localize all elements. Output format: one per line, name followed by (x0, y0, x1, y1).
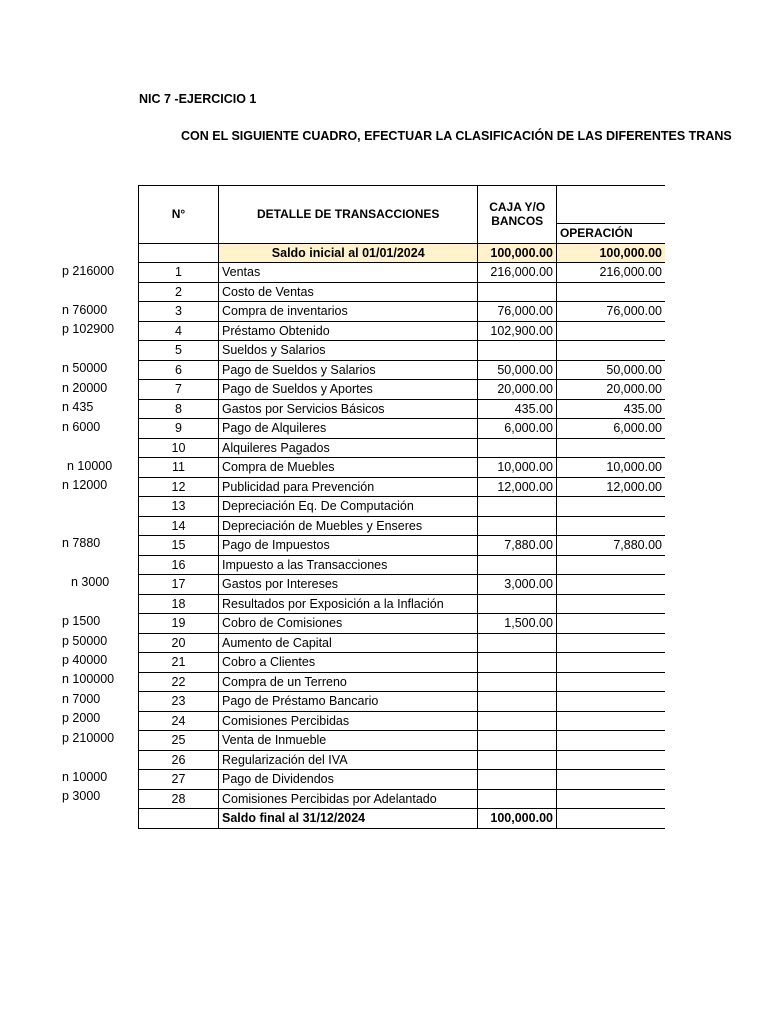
row-detail: Resultados por Exposición a la Inflación (219, 594, 478, 614)
side-note: n 7880 (62, 536, 101, 551)
header-num: N° (139, 186, 219, 244)
row-operation (556, 497, 665, 517)
row-num: 11 (139, 458, 219, 478)
table-row (139, 614, 666, 634)
row-num: 20 (139, 633, 219, 653)
row-num: 10 (139, 438, 219, 458)
row-cash (478, 341, 557, 361)
row-cash: 3,000.00 (478, 575, 557, 595)
table-row (139, 536, 666, 556)
row-num: 17 (139, 575, 219, 595)
row-detail: Cobro de Comisiones (219, 614, 478, 634)
row-detail: Publicidad para Prevención (219, 477, 478, 497)
row-cash: 50,000.00 (478, 360, 557, 380)
row-detail: Aumento de Capital (219, 633, 478, 653)
row-operation: 10,000.00 (556, 458, 665, 478)
row-num: 4 (139, 321, 219, 341)
row-cash: 12,000.00 (478, 477, 557, 497)
table-row (139, 750, 666, 770)
closing-cash: 100,000.00 (478, 809, 557, 829)
row-num: 27 (139, 770, 219, 790)
row-operation (556, 575, 665, 595)
row-detail: Regularización del IVA (219, 750, 478, 770)
table-row (139, 263, 666, 283)
row-detail: Compra de inventarios (219, 302, 478, 322)
closing-label: Saldo final al 31/12/2024 (219, 809, 478, 829)
row-operation (556, 555, 665, 575)
row-operation: 435.00 (556, 399, 665, 419)
side-note: p 50000 (62, 633, 108, 648)
row-cash (478, 731, 557, 751)
side-note: p 3000 (62, 789, 101, 804)
row-operation: 6,000.00 (556, 419, 665, 439)
row-num: 5 (139, 341, 219, 361)
header-operation: OPERACIÓN (556, 224, 665, 244)
row-operation: 7,880.00 (556, 536, 665, 556)
row-cash (478, 770, 557, 790)
row-cash (478, 497, 557, 517)
side-note: n 435 (62, 400, 94, 415)
row-operation (556, 653, 665, 673)
row-num: 6 (139, 360, 219, 380)
header-row-top (139, 186, 666, 224)
header-blank (556, 186, 665, 224)
table-row (139, 477, 666, 497)
page-title: NIC 7 -EJERCICIO 1 (139, 92, 257, 106)
table-row (139, 594, 666, 614)
table-row (139, 731, 666, 751)
transactions-table (138, 185, 665, 829)
row-operation (556, 770, 665, 790)
row-detail: Cobro a Clientes (219, 653, 478, 673)
side-note: p 40000 (62, 653, 108, 667)
table-row (139, 497, 666, 517)
row-cash (478, 594, 557, 614)
header-cash: CAJA Y/O BANCOS (478, 186, 557, 244)
row-cash (478, 282, 557, 302)
side-note: n 100000 (62, 672, 115, 687)
table-row (139, 692, 666, 712)
row-num: 7 (139, 380, 219, 400)
row-cash: 20,000.00 (478, 380, 557, 400)
table-row (139, 321, 666, 341)
table-row (139, 360, 666, 380)
row-num: 1 (139, 263, 219, 283)
closing-num (139, 809, 219, 829)
row-num: 3 (139, 302, 219, 322)
row-cash (478, 789, 557, 809)
side-note: n 50000 (62, 361, 108, 376)
row-cash (478, 692, 557, 712)
side-note: n 6000 (62, 419, 101, 434)
row-operation: 12,000.00 (556, 477, 665, 497)
row-cash (478, 633, 557, 653)
opening-balance-row (139, 243, 666, 263)
row-cash: 10,000.00 (478, 458, 557, 478)
side-note: n 12000 (62, 477, 108, 492)
row-detail: Pago de Préstamo Bancario (219, 692, 478, 712)
row-detail: Pago de Dividendos (219, 770, 478, 790)
row-operation (556, 789, 665, 809)
row-num: 22 (139, 672, 219, 692)
row-operation: 76,000.00 (556, 302, 665, 322)
row-num: 25 (139, 731, 219, 751)
row-detail: Compra de un Terreno (219, 672, 478, 692)
table-row (139, 399, 666, 419)
table-row (139, 438, 666, 458)
table-row (139, 711, 666, 731)
row-detail: Comisiones Percibidas (219, 711, 478, 731)
row-detail: Costo de Ventas (219, 282, 478, 302)
table-row (139, 341, 666, 361)
row-num: 18 (139, 594, 219, 614)
row-num: 21 (139, 653, 219, 673)
row-detail: Pago de Sueldos y Aportes (219, 380, 478, 400)
row-operation: 20,000.00 (556, 380, 665, 400)
row-cash (478, 711, 557, 731)
row-detail: Impuesto a las Transacciones (219, 555, 478, 575)
row-operation (556, 516, 665, 536)
table-row (139, 633, 666, 653)
row-num: 26 (139, 750, 219, 770)
table-row (139, 789, 666, 809)
row-num: 14 (139, 516, 219, 536)
row-cash (478, 516, 557, 536)
row-detail: Pago de Alquileres (219, 419, 478, 439)
row-operation (556, 672, 665, 692)
row-num: 28 (139, 789, 219, 809)
side-note: p 102900 (62, 322, 115, 337)
table-row (139, 575, 666, 595)
row-num: 13 (139, 497, 219, 517)
side-note: n 7000 (62, 691, 101, 706)
row-cash: 7,880.00 (478, 536, 557, 556)
table-row (139, 770, 666, 790)
row-operation (556, 633, 665, 653)
row-cash: 216,000.00 (478, 263, 557, 283)
side-note: n 76000 (62, 302, 108, 317)
row-operation: 50,000.00 (556, 360, 665, 380)
instructions-heading: CON EL SIGUIENTE CUADRO, EFECTUAR LA CLASIFICACIÓN DE LAS DIFERENTES TRANS (181, 129, 732, 143)
row-detail: Depreciación Eq. De Computación (219, 497, 478, 517)
row-operation (556, 731, 665, 751)
opening-cash: 100,000.00 (478, 243, 557, 263)
row-detail: Gastos por Servicios Básicos (219, 399, 478, 419)
side-note: p 1500 (62, 614, 101, 629)
row-cash (478, 555, 557, 575)
row-num: 19 (139, 614, 219, 634)
row-operation (556, 321, 665, 341)
row-num: 9 (139, 419, 219, 439)
header-detail: DETALLE DE TRANSACCIONES (219, 186, 478, 244)
row-cash: 435.00 (478, 399, 557, 419)
table-row (139, 282, 666, 302)
row-detail: Ventas (219, 263, 478, 283)
table-row (139, 555, 666, 575)
row-operation (556, 711, 665, 731)
side-note: n 10000 (62, 769, 108, 784)
row-operation (556, 692, 665, 712)
row-operation: 216,000.00 (556, 263, 665, 283)
table-row (139, 672, 666, 692)
row-num: 2 (139, 282, 219, 302)
row-operation (556, 282, 665, 302)
row-cash (478, 750, 557, 770)
table-row (139, 516, 666, 536)
row-num: 12 (139, 477, 219, 497)
row-cash: 6,000.00 (478, 419, 557, 439)
row-num: 8 (139, 399, 219, 419)
side-note: n 3000 (71, 575, 110, 590)
row-cash: 102,900.00 (478, 321, 557, 341)
opening-label: Saldo inicial al 01/01/2024 (219, 243, 478, 263)
side-note: p 2000 (62, 711, 101, 726)
row-cash: 1,500.00 (478, 614, 557, 634)
row-cash (478, 438, 557, 458)
row-operation (556, 438, 665, 458)
row-detail: Depreciación de Muebles y Enseres (219, 516, 478, 536)
closing-balance-row (139, 809, 666, 829)
table-row (139, 302, 666, 322)
row-num: 15 (139, 536, 219, 556)
opening-num (139, 243, 219, 263)
side-note: n 10000 (67, 458, 113, 473)
row-cash: 76,000.00 (478, 302, 557, 322)
table-row (139, 419, 666, 439)
row-operation (556, 750, 665, 770)
row-detail: Préstamo Obtenido (219, 321, 478, 341)
row-detail: Pago de Impuestos (219, 536, 478, 556)
row-detail: Pago de Sueldos y Salarios (219, 360, 478, 380)
table-row (139, 653, 666, 673)
closing-operation (556, 809, 665, 829)
row-num: 16 (139, 555, 219, 575)
row-num: 24 (139, 711, 219, 731)
row-detail: Alquileres Pagados (219, 438, 478, 458)
row-detail: Comisiones Percibidas por Adelantado (219, 789, 478, 809)
side-note: p 216000 (62, 264, 115, 278)
row-operation (556, 594, 665, 614)
table-row (139, 458, 666, 478)
row-detail: Venta de Inmueble (219, 731, 478, 751)
row-cash (478, 672, 557, 692)
row-detail: Gastos por Intereses (219, 575, 478, 595)
row-detail: Compra de Muebles (219, 458, 478, 478)
side-note: p 210000 (62, 730, 115, 745)
row-detail: Sueldos y Salarios (219, 341, 478, 361)
side-note: n 20000 (62, 380, 108, 395)
row-num: 23 (139, 692, 219, 712)
table-row (139, 380, 666, 400)
row-cash (478, 653, 557, 673)
row-operation (556, 341, 665, 361)
opening-operation: 100,000.00 (556, 243, 665, 263)
row-operation (556, 614, 665, 634)
